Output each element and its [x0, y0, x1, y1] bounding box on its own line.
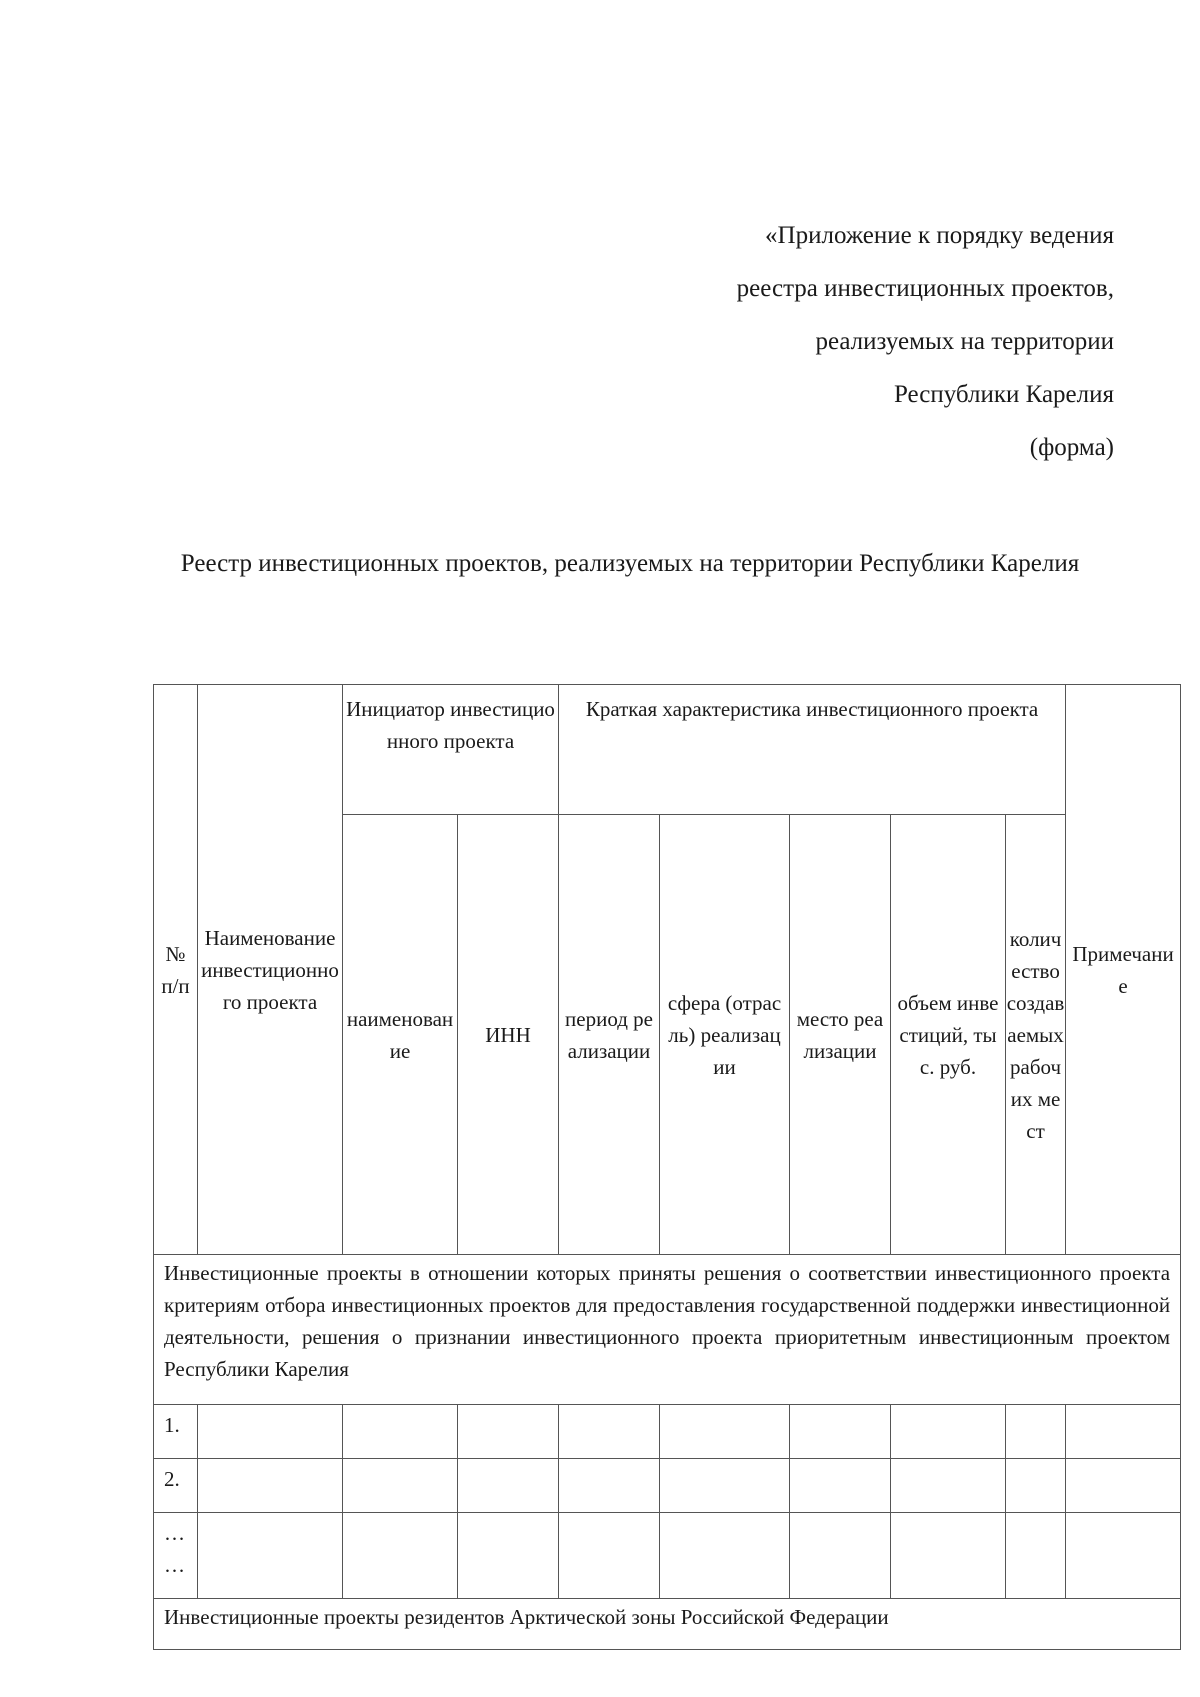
table-cell: [1006, 1405, 1066, 1459]
table-cell: [198, 1513, 343, 1599]
table-cell: [1066, 1513, 1181, 1599]
table-cell: [1066, 1405, 1181, 1459]
header-volume: объем инвестиций, тыс. руб.: [891, 815, 1006, 1255]
row-num: ……: [154, 1513, 198, 1599]
table-cell: [198, 1459, 343, 1513]
table-cell: [790, 1459, 891, 1513]
header-characteristics: Краткая характеристика инвестиционного проекта: [559, 685, 1066, 815]
header-initiator-name: наименование: [343, 815, 458, 1255]
table-cell: [559, 1405, 660, 1459]
section-label-priority: Инвестиционные проекты в отношении которых приняты решения о соответствии инвестиционного проекта критериям отбора инвестиционных проектов для предоставления государственной поддержки инвестиционной деятельности, решения о признании инвестиционного проекта приоритетным инвестиционным проектом Республики Карелия: [154, 1255, 1181, 1405]
table-cell: [790, 1405, 891, 1459]
header-inn: ИНН: [458, 815, 559, 1255]
appendix-line: (форма): [1029, 434, 1114, 461]
appendix-line: реализуемых на территории: [815, 328, 1114, 355]
table-cell: [458, 1513, 559, 1599]
table-cell: [458, 1405, 559, 1459]
header-notes: Примечание: [1066, 685, 1181, 1255]
header-period: период реализации: [559, 815, 660, 1255]
table-cell: [1006, 1513, 1066, 1599]
appendix-header: [514, 222, 1114, 487]
appendix-line: Республики Карелия: [893, 381, 1114, 408]
table-cell: [790, 1513, 891, 1599]
header-jobs: количество создаваемых рабочих мест: [1006, 815, 1066, 1255]
table-cell: [891, 1459, 1006, 1513]
table-cell: [891, 1405, 1006, 1459]
registry-table: [153, 684, 1181, 1650]
section-label-arctic: Инвестиционные проекты резидентов Арктической зоны Российской Федерации: [154, 1599, 1181, 1650]
table-cell: [343, 1405, 458, 1459]
document-title: Реестр инвестиционных проектов, реализуемых на территории Республики Карелия: [180, 550, 1080, 577]
appendix-line: «Приложение к порядку ведения: [765, 222, 1114, 249]
table-cell: [559, 1459, 660, 1513]
header-num: № п/п: [154, 685, 198, 1255]
row-num: 2.: [154, 1459, 198, 1513]
table-cell: [891, 1513, 1006, 1599]
table-row: [154, 1513, 1181, 1599]
table-cell: [559, 1513, 660, 1599]
header-initiator: Инициатор инвестиционного проекта: [343, 685, 559, 815]
table-cell: [458, 1459, 559, 1513]
row-num: 1.: [154, 1405, 198, 1459]
table-cell: [1066, 1459, 1181, 1513]
table-row: [154, 1405, 1181, 1459]
header-place: место реализации: [790, 815, 891, 1255]
table-cell: [660, 1459, 790, 1513]
header-project-name: Наименование инвестиционного проекта: [198, 685, 343, 1255]
table-cell: [343, 1513, 458, 1599]
table-cell: [343, 1459, 458, 1513]
header-sphere: сфера (отрасль) реализации: [660, 815, 790, 1255]
table-cell: [660, 1513, 790, 1599]
table-cell: [198, 1405, 343, 1459]
table-cell: [1006, 1459, 1066, 1513]
appendix-line: реестра инвестиционных проектов,: [736, 275, 1114, 302]
table-cell: [660, 1405, 790, 1459]
table-row: [154, 1459, 1181, 1513]
